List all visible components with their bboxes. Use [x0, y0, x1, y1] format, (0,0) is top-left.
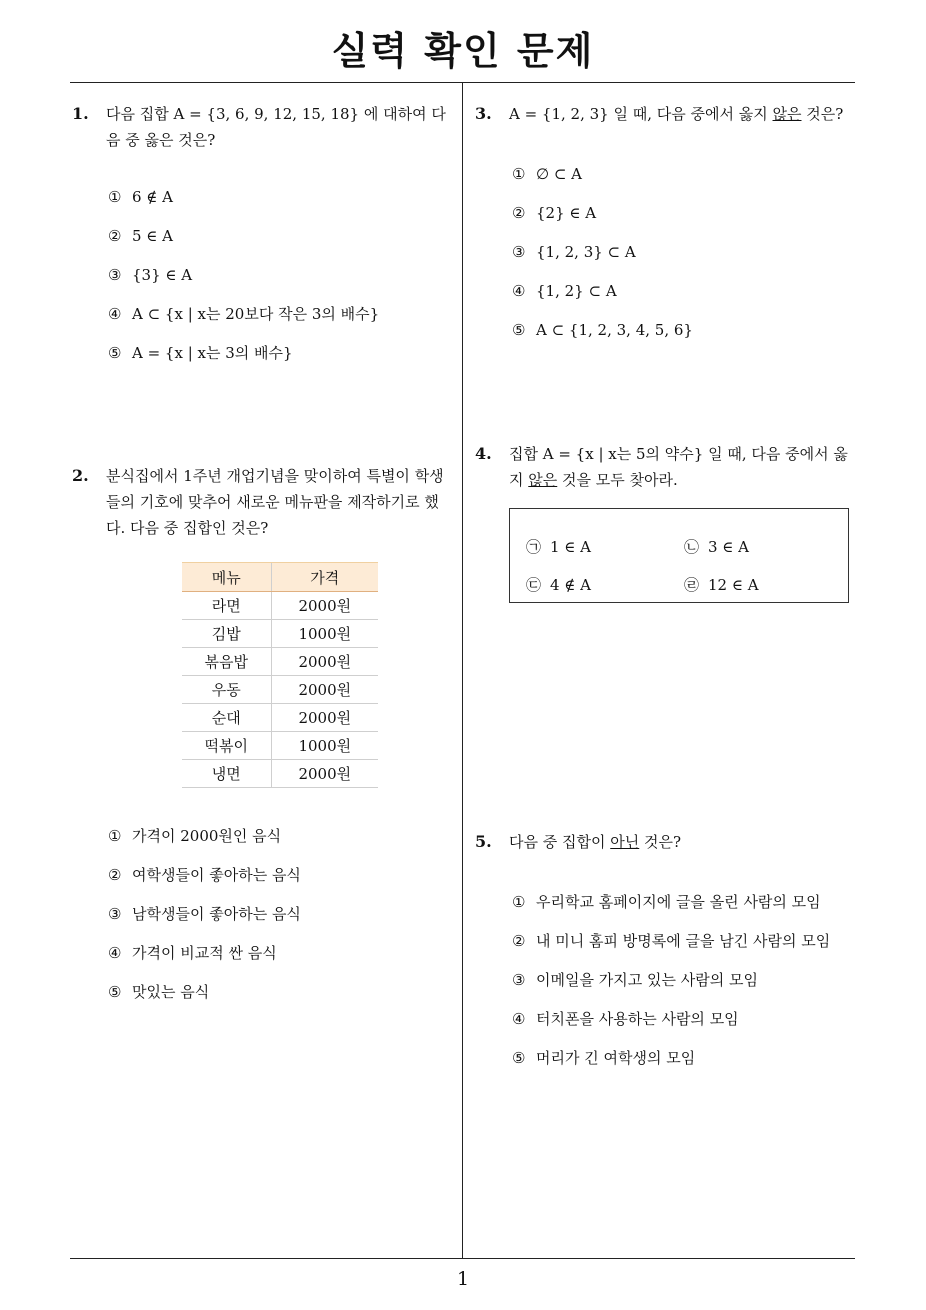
- choice-marker: ④: [512, 1010, 526, 1028]
- stem-text: A = {1, 2, 3} 일 때, 다음 중에서 옳지: [509, 105, 773, 123]
- choice-3[interactable]: [108, 903, 301, 942]
- choice-5[interactable]: [512, 1047, 830, 1086]
- table-row: [182, 760, 378, 788]
- table-row: [182, 592, 378, 620]
- table-row: [182, 676, 378, 704]
- question-3: [475, 101, 860, 127]
- choice-4[interactable]: [512, 280, 693, 319]
- question-1-choices: [108, 186, 379, 381]
- choice-text: 맛있는 음식: [132, 983, 210, 1001]
- menu-cell: 라면: [182, 592, 271, 620]
- question-4: [475, 441, 860, 493]
- statement-item[interactable]: [684, 536, 749, 557]
- price-cell: 1000원: [271, 620, 378, 648]
- footer-rule: [70, 1258, 855, 1259]
- page-number: 1: [456, 1268, 470, 1290]
- choice-marker: ④: [108, 944, 122, 962]
- question-number: 2.: [72, 466, 89, 485]
- choice-text: 남학생들이 좋아하는 음식: [132, 905, 301, 923]
- question-stem: 분식집에서 1주년 개업기념을 맞이하여 특별이 학생들의 기호에 맞추어 새로운 메뉴판을 제작하기로 했다. 다음 중 집합인 것은?: [106, 467, 444, 537]
- choice-text: 가격이 비교적 싼 음식: [132, 944, 277, 962]
- choice-2[interactable]: [512, 202, 693, 241]
- question-1: [72, 101, 458, 153]
- menu-cell: 냉면: [182, 760, 271, 788]
- choice-marker: ③: [108, 905, 122, 923]
- choice-marker: ①: [512, 893, 526, 911]
- choice-marker: ①: [108, 188, 122, 206]
- choice-text: {1, 2, 3} ⊂ A: [536, 243, 636, 261]
- question-3-choices: [512, 163, 693, 358]
- choice-marker: ④: [512, 282, 526, 300]
- column-divider: [462, 83, 463, 1258]
- question-stem: [509, 441, 860, 493]
- column-header-menu: 메뉴: [182, 563, 271, 592]
- choice-marker: ③: [512, 971, 526, 989]
- choice-2[interactable]: [512, 930, 830, 969]
- choice-marker: ④: [108, 305, 122, 323]
- choice-text: 우리학교 홈페이지에 글을 올린 사람의 모임: [536, 893, 821, 911]
- price-cell: 2000원: [271, 676, 378, 704]
- choice-5[interactable]: [512, 319, 693, 358]
- menu-cell: 볶음밥: [182, 648, 271, 676]
- statement-marker: ㉢: [526, 576, 542, 594]
- stem-text: 것은?: [639, 833, 682, 851]
- choice-text: A = {x | x는 3의 배수}: [132, 344, 293, 362]
- statement-text: 4 ∉ A: [550, 576, 592, 594]
- question-5: [475, 829, 860, 855]
- choice-text: {3} ∈ A: [132, 266, 193, 284]
- stem-text: 집합 A = {x | x는 5의 약수} 일 때, 다음 중에서 옳지: [509, 445, 848, 489]
- choice-text: 머리가 긴 여학생의 모임: [536, 1049, 696, 1067]
- table-header-row: [182, 563, 378, 592]
- statement-text: 1 ∈ A: [550, 538, 592, 556]
- choice-4[interactable]: [108, 303, 379, 342]
- statement-item[interactable]: [684, 574, 759, 595]
- choice-2[interactable]: [108, 225, 379, 264]
- statement-marker: ㉡: [684, 538, 700, 556]
- statement-text: 12 ∈ A: [708, 576, 759, 594]
- price-cell: 2000원: [271, 704, 378, 732]
- choice-1[interactable]: [108, 825, 301, 864]
- choice-3[interactable]: [108, 264, 379, 303]
- stem-text: 것을 모두 찾아라.: [557, 471, 678, 489]
- choice-marker: ①: [512, 165, 526, 183]
- question-number: 1.: [72, 104, 89, 123]
- menu-cell: 순대: [182, 704, 271, 732]
- page-title: 실력 확인 문제: [331, 29, 595, 73]
- statement-text: 3 ∈ A: [708, 538, 750, 556]
- choice-1[interactable]: [512, 163, 693, 202]
- price-cell: 2000원: [271, 592, 378, 620]
- choice-text: 5 ∈ A: [132, 227, 174, 245]
- statement-marker: ㉠: [526, 538, 542, 556]
- stem-underlined: 않은: [528, 471, 558, 489]
- menu-table: [182, 562, 378, 788]
- choice-1[interactable]: [512, 891, 830, 930]
- question-stem: [509, 101, 860, 127]
- question-2-choices: [108, 825, 301, 1020]
- table-row: [182, 620, 378, 648]
- price-cell: 2000원: [271, 760, 378, 788]
- choice-text: A ⊂ {1, 2, 3, 4, 5, 6}: [536, 321, 693, 339]
- choice-text: 터치폰을 사용하는 사람의 모임: [536, 1010, 739, 1028]
- choice-5[interactable]: [108, 342, 379, 381]
- question-2: [72, 463, 458, 541]
- choice-3[interactable]: [512, 969, 830, 1008]
- choice-2[interactable]: [108, 864, 301, 903]
- stem-text: 것은?: [801, 105, 844, 123]
- choice-text: ∅ ⊂ A: [536, 165, 583, 183]
- menu-cell: 김밥: [182, 620, 271, 648]
- statement-box: [509, 508, 849, 603]
- choice-marker: ⑤: [108, 983, 122, 1001]
- price-cell: 1000원: [271, 732, 378, 760]
- choice-marker: ②: [108, 227, 122, 245]
- statement-item[interactable]: [526, 536, 591, 557]
- price-cell: 2000원: [271, 648, 378, 676]
- table-row: [182, 648, 378, 676]
- stem-underlined: 않은: [772, 105, 802, 123]
- question-number: 3.: [475, 104, 492, 123]
- stem-text: 다음 중 집합이: [509, 833, 611, 851]
- choice-text: 이메일을 가지고 있는 사람의 모임: [536, 971, 758, 989]
- choice-marker: ⑤: [108, 344, 122, 362]
- stem-underlined: 아닌: [610, 833, 640, 851]
- choice-text: {2} ∈ A: [536, 204, 597, 222]
- choice-3[interactable]: [512, 241, 693, 280]
- choice-marker: ③: [108, 266, 122, 284]
- question-number: 4.: [475, 444, 492, 463]
- table-row: [182, 704, 378, 732]
- choice-marker: ②: [512, 932, 526, 950]
- question-stem: [509, 829, 860, 855]
- question-number: 5.: [475, 832, 492, 851]
- choice-marker: ⑤: [512, 321, 526, 339]
- choice-text: {1, 2} ⊂ A: [536, 282, 617, 300]
- choice-marker: ②: [108, 866, 122, 884]
- choice-marker: ②: [512, 204, 526, 222]
- choice-text: 여학생들이 좋아하는 음식: [132, 866, 301, 884]
- choice-5[interactable]: [108, 981, 301, 1020]
- choice-text: A ⊂ {x | x는 20보다 작은 3의 배수}: [132, 305, 380, 323]
- choice-1[interactable]: [108, 186, 379, 225]
- statement-marker: ㉣: [684, 576, 700, 594]
- question-stem: 다음 집합 A = {3, 6, 9, 12, 15, 18} 에 대하여 다음 중 옳은 것은?: [106, 105, 446, 149]
- choice-text: 6 ∉ A: [132, 188, 174, 206]
- choice-marker: ③: [512, 243, 526, 261]
- menu-cell: 떡볶이: [182, 732, 271, 760]
- choice-marker: ⑤: [512, 1049, 526, 1067]
- table-row: [182, 732, 378, 760]
- choice-text: 내 미니 홈피 방명록에 글을 남긴 사람의 모임: [536, 932, 831, 950]
- choice-text: 가격이 2000원인 음식: [132, 827, 282, 845]
- column-header-price: 가격: [271, 563, 378, 592]
- statement-item[interactable]: [526, 574, 591, 595]
- menu-cell: 우동: [182, 676, 271, 704]
- question-5-choices: [512, 891, 830, 1086]
- choice-4[interactable]: [108, 942, 301, 981]
- choice-marker: ①: [108, 827, 122, 845]
- choice-4[interactable]: [512, 1008, 830, 1047]
